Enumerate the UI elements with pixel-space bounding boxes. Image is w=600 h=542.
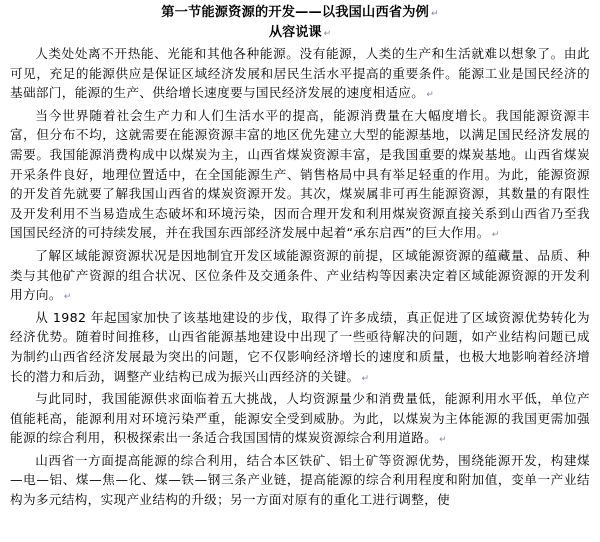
paragraph-5: 与此同时，我国能源供求面临着五大挑战，人均资源量少和消费量低，能源利用水平低，单位产值能耗高，能源利用对环境污染严重，能源安全受到威胁。为此，以煤炭为主体能源的我国更需加强能源的综合利用，积极探索出一条适合我国国情的煤炭资源综合利用道路。 ↵ [10, 391, 590, 446]
paragraph-mark-icon: ↵ [361, 373, 370, 384]
paragraph-4: 从 1982 年起国家加快了该基地建设的步伐，取得了许多成绩，真正促进了区域资源优势转化为经济优势。随着时间推移，山西省能源基地建设中出现了一些亟待解决的问题，如产业结构问题已成为制约山西省经济发展最为突出的问题，它不仅影响经济增长的速度和质量，也极大地影响着经济增长的潜力和后劲，调整产业结构已成为振兴山西经济的关键。 ↵ [10, 309, 590, 384]
paragraph-mark-icon: ↵ [431, 9, 439, 19]
paragraph-6: 山西省一方面提高能源的综合利用，结合本区铁矿、铝土矿等资源优势，围绕能源开发，构建煤—电—铝、煤—焦—化、煤—铁—钢三条产业链，提高能源的综合利用程度和附加值，变单一产业结构为多元结构，实现产业结构的升级；另一方面对原有的重化工进行调整，使 [10, 452, 590, 508]
paragraph-1: 人类处处离不开热能、光能和其他各种能源。没有能源，人类的生产和生活就难以想象了。由此可见，充足的能源供应是保证区域经济发展和居民生活水平提高的重要条件。能源工业是国民经济的基础部门，能源的生产、供给增长速度要与国民经济发展的速度相适应。 ↵ [10, 46, 590, 101]
paragraph-mark-icon: ↵ [426, 90, 435, 101]
paragraph-mark-icon: ↵ [439, 435, 448, 446]
paragraph-2: 当今世界随着社会生产力和人们生活水平的提高，能源消费量在大幅度增长。我国能源资源丰富，但分布不均，这就需要在能源资源丰富的地区优先建立大型的能源基地，以满足国民经济发展的需要。我国能源消费构成中以煤炭为主，山西省煤炭资源丰富，是我国重要的煤炭基地。山西省煤炭开采条件良好，地理位置适中，在全国能源生产、销售格局中具有举足轻重的作用。为此，能源资源的开发首先就要了解我国山西省的煤炭资源开发。其次，煤炭属非可再生能源资源，其数量的有限性及开发利用不当易造成生态破坏和环境污染，因而合理开发和利用煤炭资源直接关系到山西省乃至我国国民经济的可持续发展，并在我国东西部经济发展中起着“承东启西”的巨大作用。 ↵ [10, 107, 590, 241]
paragraph-mark-icon: ↵ [63, 292, 72, 303]
paragraph-mark-icon: ↵ [323, 29, 332, 39]
paragraph-mark-icon: ↵ [491, 230, 500, 241]
paragraph-3: 了解区域能源资源状况是因地制宜开发区域能源资源的前提，区域能源资源的蕴藏量、品质、种类与其他矿产资源的组合状况、区位条件及交通条件、产业结构等因素决定着区域能源资源的开发利用方向。 ↵ [10, 247, 590, 303]
page-title: 第一节能源资源的开发——以我国山西省为例 ↵ [161, 5, 439, 20]
section-subtitle: 从容说课 ↵ [268, 25, 332, 40]
